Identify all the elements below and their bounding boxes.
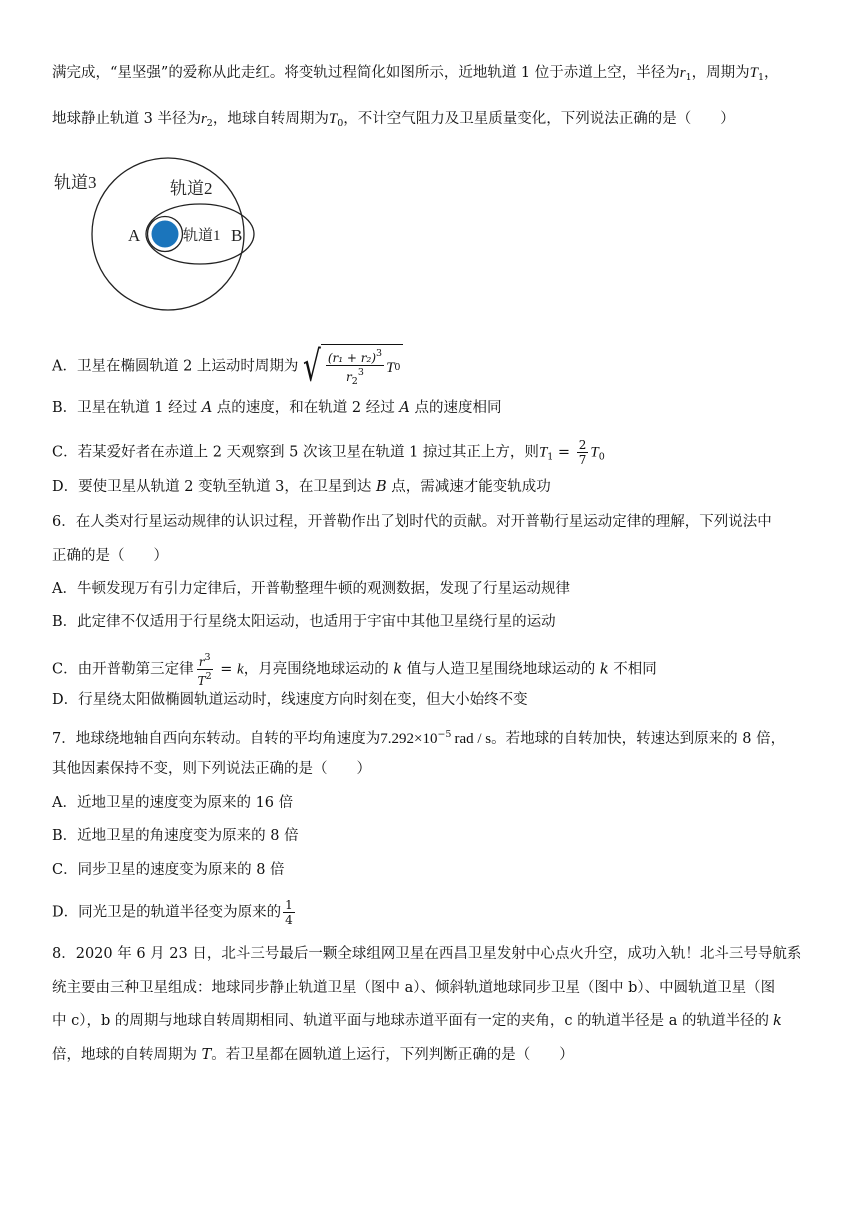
q6-stem-line-2: 正确的是（ ） xyxy=(52,548,168,564)
q7-option-c: C．同步卫星的速度变为原来的 8 倍 xyxy=(52,862,285,878)
frac-den: 4 xyxy=(285,913,293,927)
fraction xyxy=(283,898,295,927)
sub: 2 xyxy=(206,118,213,129)
intro-text: 满完成，“星坚强”的爱称从此走红。将变轨过程简化如图所示，近地轨道 1 位于赤道上空，半径为 xyxy=(52,65,680,81)
point-a: A xyxy=(399,400,410,416)
q8-text: 倍，地球的自转周期为 xyxy=(52,1047,202,1063)
orbit-diagram xyxy=(48,152,268,322)
var-k: k xyxy=(772,1013,782,1029)
frac-den xyxy=(196,670,214,688)
q7-stem-line-1 xyxy=(52,725,785,749)
var-r: r xyxy=(198,655,205,669)
sub: 0 xyxy=(394,362,401,373)
option-text: D．要使卫星从轨道 2 变轨至轨道 3，在卫星到达 xyxy=(52,479,377,495)
den-var: r xyxy=(346,370,352,384)
equals: = xyxy=(215,661,238,678)
radicand xyxy=(321,344,404,389)
option-text: C．若某爱好者在赤道上 2 天观察到 5 次该卫星在轨道 1 掠过其正上方，则 xyxy=(52,444,539,461)
sub: 1 xyxy=(685,72,692,83)
point-a: A xyxy=(201,400,213,416)
q7-option-d xyxy=(52,898,297,927)
orbit-3-label: 轨道3 xyxy=(54,173,97,192)
var-r1: r xyxy=(679,65,686,81)
exp: −5 xyxy=(437,729,452,740)
q5-option-c xyxy=(52,438,605,468)
intro-text: ，不计空气阻力及卫星质量变化，下列说法正确的是（ ） xyxy=(343,111,735,127)
q5-option-b xyxy=(52,398,501,418)
q6-option-c xyxy=(52,651,657,688)
option-text: 值与人造卫星围绕地球运动的 xyxy=(402,661,600,678)
frac-num xyxy=(326,347,384,366)
var-T1: T xyxy=(749,65,758,81)
var-T: T xyxy=(201,1047,212,1063)
q8-text: 。若卫星都在圆轨道上运行，下列判断正确的是（ ） xyxy=(211,1047,574,1063)
q8-line-1: 8．2020 年 6 月 23 日，北斗三号最后一颗全球组网卫星在西昌卫星发射中心点火升空，成功入轨！北斗三号导航系 xyxy=(52,946,802,962)
var-T: T xyxy=(197,674,206,688)
num-expr: (r₁ + r₂) xyxy=(327,351,377,365)
fraction xyxy=(196,651,214,688)
q5-option-d xyxy=(52,477,551,497)
option-text: D．同光卫是的轨道半径变为原来的 xyxy=(52,904,282,921)
var-T1: T xyxy=(538,444,548,461)
exp: 3 xyxy=(376,348,383,359)
option-text: C．由开普勒第三定律 xyxy=(52,661,194,678)
option-text: 点的速度相同 xyxy=(409,400,502,416)
earth-icon xyxy=(152,221,179,248)
q7-option-b: B．近地卫星的角速度变为原来的 8 倍 xyxy=(52,828,299,844)
equals: = xyxy=(553,444,575,461)
stem-text: 7．地球绕地轴自西向东转动。自转的平均角速度为 xyxy=(52,731,381,747)
q6-option-a: A．牛顿发现万有引力定律后，开普勒整理牛顿的观测数据，发现了行星运动规律 xyxy=(52,581,570,597)
var-T0: T xyxy=(328,111,338,127)
stem-text: 。若地球的自转加快，转速达到原来的 8 倍， xyxy=(491,731,786,747)
radical-sign: √ xyxy=(303,341,321,391)
q6-option-d: D．行星绕太阳做椭圆轨道运动时，线速度方向时刻在变，但大小始终不变 xyxy=(52,692,528,708)
orbit-2-label: 轨道2 xyxy=(170,179,213,198)
sub: 1 xyxy=(547,451,554,463)
var-r2: r xyxy=(200,111,207,127)
exp: 2 xyxy=(205,671,212,682)
orbit-1-label: 轨道1 xyxy=(183,228,221,244)
intro-line-1 xyxy=(52,63,779,88)
var-T0: T xyxy=(590,444,599,461)
option-text: 不相同 xyxy=(608,661,657,678)
sub: 2 xyxy=(351,376,358,387)
point-b: B xyxy=(376,479,387,495)
intro-line-2 xyxy=(52,109,735,134)
exp: 3 xyxy=(204,652,211,663)
var-k: k xyxy=(237,661,244,678)
q7-stem-line-2: 其他因素保持不变，则下列说法正确的是（ ） xyxy=(52,761,371,777)
sub: 0 xyxy=(337,118,344,129)
q5-option-a xyxy=(52,341,403,391)
option-text: B．卫星在轨道 1 经过 xyxy=(52,400,202,416)
intro-text: 地球静止轨道 3 半径为 xyxy=(52,111,201,127)
point-a-label: A xyxy=(128,226,141,245)
option-text: 点的速度，和在轨道 2 经过 xyxy=(212,400,400,416)
frac-num xyxy=(197,651,213,670)
q7-option-a: A．近地卫星的速度变为原来的 16 倍 xyxy=(52,795,294,811)
omega-unit: rad / s xyxy=(454,731,492,747)
exp: 3 xyxy=(357,367,364,378)
q8-line-2: 统主要由三种卫星组成：地球同步静止轨道卫星（图中 a）、倾斜轨道地球同步卫星（图中 b）、中圆轨道卫星（图 xyxy=(52,980,776,996)
var-k: k xyxy=(599,661,609,678)
point-b-label: B xyxy=(231,226,243,245)
frac-den xyxy=(344,366,366,389)
q8-line-4 xyxy=(52,1045,574,1065)
fraction xyxy=(577,438,589,467)
option-text: 点，需减速才能变轨成功 xyxy=(386,479,551,495)
sub: 1 xyxy=(758,72,765,83)
option-text: A．卫星在椭圆轨道 2 上运动时周期为 xyxy=(52,358,299,375)
intro-text: ，地球自转周期为 xyxy=(212,111,329,127)
intro-text: ，周期为 xyxy=(691,65,750,81)
var-k: k xyxy=(393,661,403,678)
frac-den: 7 xyxy=(578,453,587,467)
fraction xyxy=(326,347,384,389)
sub: 0 xyxy=(598,451,605,463)
option-text: ，月亮围绕地球运动的 xyxy=(243,661,394,678)
q8-text: 中 c），b 的周期与地球自转周期相同、轨道平面与地球赤道平面有一定的夹角，c 的轨道半径是 a 的轨道半径的 xyxy=(52,1013,769,1029)
frac-num: 2 xyxy=(578,438,587,452)
omega-value: 7.292×10 xyxy=(380,731,438,747)
q6-stem-line-1: 6．在人类对行星运动规律的认识过程，开普勒作出了划时代的贡献。对开普勒行星运动定律的理解，下列说法中 xyxy=(52,514,772,530)
sqrt-expression xyxy=(303,341,403,391)
q8-line-3 xyxy=(52,1011,782,1031)
intro-text: ， xyxy=(764,65,779,81)
frac-num: 1 xyxy=(285,898,293,912)
q6-option-b: B．此定律不仅适用于行星绕太阳运动，也适用于宇宙中其他卫星绕行星的运动 xyxy=(52,614,556,630)
var-T0: T xyxy=(386,360,395,376)
